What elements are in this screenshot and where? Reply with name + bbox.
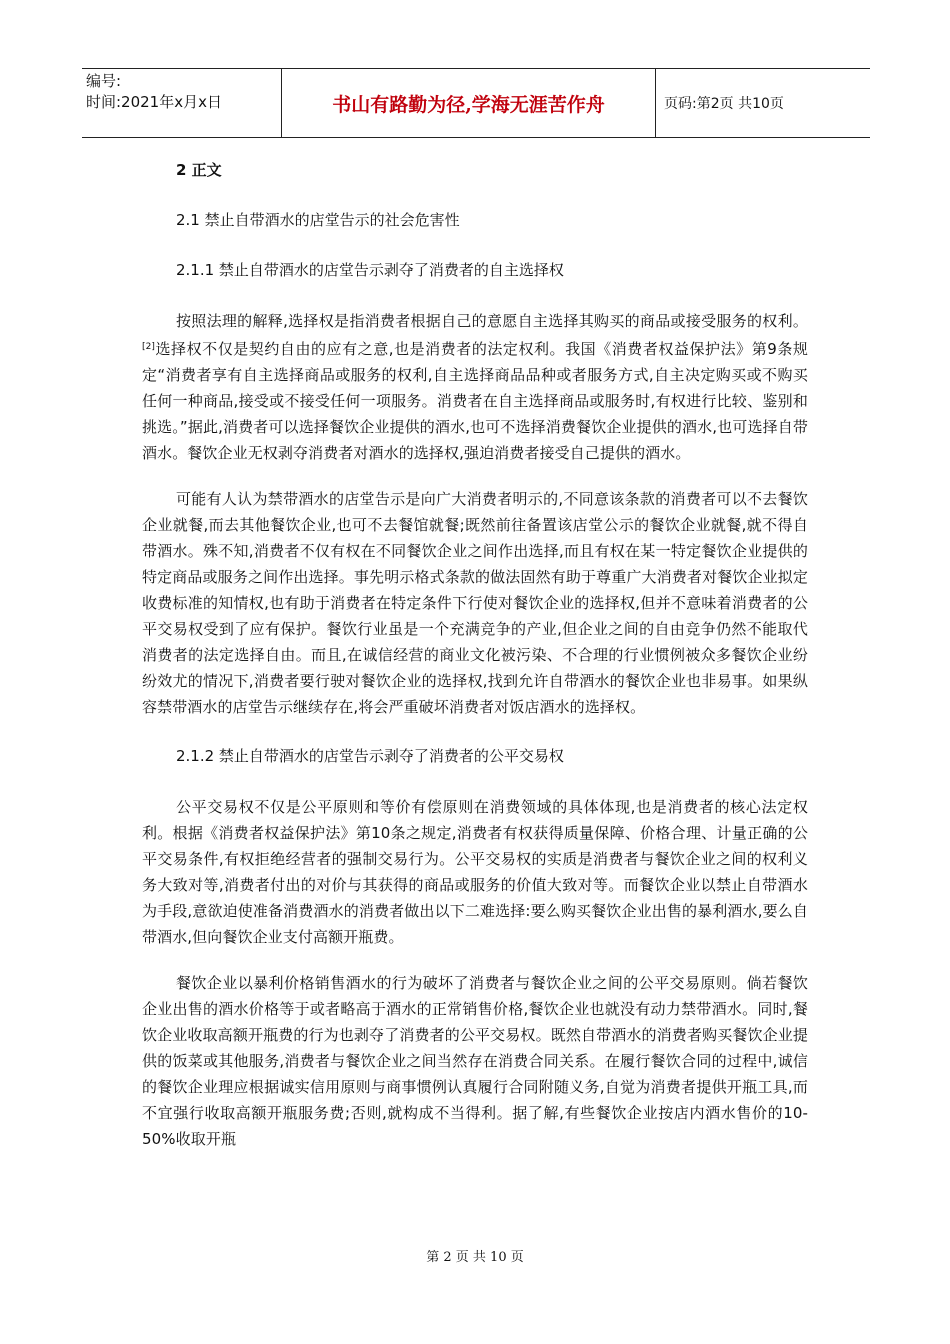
page-footer: 第 2 页 共 10 页 [426,1250,524,1265]
document-number-label: 编号: [86,72,122,90]
paragraph-4: 餐饮企业以暴利价格销售酒水的行为破坏了消费者与餐饮企业之间的公平交易原则。倘若餐饮企业出售的酒水价格等于或者略高于酒水的正常销售价格,餐饮企业也就没有动力禁带酒水。同时,餐饮企业收取高额开瓶费的行为也剥夺了消费者的公平交易权。既然自带酒水的消费者购买餐饮企业提供的饭菜或其他服务,消费者与餐饮企业之间当然存在消费合同关系。在履行餐饮合同的过程中,诚信的餐饮企业理应根据诚实信用原则与商事惯例认真履行合同附随义务,自觉为消费者提供开瓶工具,而不宜强行收取高额开瓶服务费;否则,就构成不当得利。据了解,有些餐饮企业按店内酒水售价的10-50%收取开瓶 [142,974,808,1148]
document-body [142,152,808,1152]
citation-ref: [2] [142,342,156,352]
document-time-label: 时间:2021年x月x日 [86,93,222,111]
paragraph-2: 可能有人认为禁带酒水的店堂告示是向广大消费者明示的,不同意该条款的消费者可以不去餐饮企业就餐,而去其他餐饮企业,也可不去餐馆就餐;既然前往备置该店堂公示的餐饮企业就餐,就不得自带酒水。殊不知,消费者不仅有权在不同餐饮企业之间作出选择,而且有权在某一特定餐饮企业提供的特定商品或服务之间作出选择。事先明示格式条款的做法固然有助于尊重广大消费者对餐饮企业拟定收费标准的知情权,也有助于消费者在特定条件下行使对餐饮企业的选择权,但并不意味着消费者的公平交易权受到了应有保护。餐饮行业虽是一个充满竞争的产业,但企业之间的自由竞争仍然不能取代消费者的法定选择自由。而且,在诚信经营的商业文化被污染、不合理的行业惯例被众多餐饮企业纷纷效尤的情况下,消费者要行驶对餐饮企业的选择权,找到允许自带酒水的餐饮企业也非易事。如果纵容禁带酒水的店堂告示继续存在,将会严重破坏消费者对饭店酒水的选择权。 [142,490,808,716]
header-page-info: 页码:第2页 共10页 [664,96,784,112]
paragraph-3: 公平交易权不仅是公平原则和等价有偿原则在消费领域的具体体现,也是消费者的核心法定权利。根据《消费者权益保护法》第10条之规定,消费者有权获得质量保障、价格合理、计量正确的公平交易条件,有权拒绝经营者的强制交易行为。公平交易权的实质是消费者与餐饮企业之间的权利义务大致对等,消费者付出的对价与其获得的商品或服务的价值大致对等。而餐饮企业以禁止自带酒水为手段,意欲迫使准备消费酒水的消费者做出以下二难选择:要么购买餐饮企业出售的暴利酒水,要么自带酒水,但向餐饮企业支付高额开瓶费。 [142,798,808,946]
heading-2-1-1: 2.1.1 禁止自带酒水的店堂告示剥夺了消费者的自主选择权 [176,261,564,279]
heading-2-1-2: 2.1.2 禁止自带酒水的店堂告示剥夺了消费者的公平交易权 [176,747,564,765]
header-motto: 书山有路勤为径,学海无涯苦作舟 [282,69,656,137]
page-header [82,68,870,138]
heading-2-1: 2.1 禁止自带酒水的店堂告示的社会危害性 [176,211,460,229]
section-title: 2 正文 [176,161,222,179]
paragraph-1: 按照法理的解释,选择权是指消费者根据自己的意愿自主选择其购买的商品或接受服务的权利。[2]选择权不仅是契约自由的应有之意,也是消费者的法定权利。我国《消费者权益保护法》第9条规定“消费者享有自主选择商品或服务的权利,自主选择商品品种或者服务方式,自主决定购买或不购买任何一种商品,接受或不接受任何一项服务。消费者在自主选择商品或服务时,有权进行比较、鉴别和挑选。”据此,消费者可以选择餐饮企业提供的酒水,也可不选择消费餐饮企业提供的酒水,也可选择自带酒水。餐饮企业无权剥夺消费者对酒水的选择权,强迫消费者接受自己提供的酒水。 [142,312,808,462]
header-meta [82,69,282,137]
